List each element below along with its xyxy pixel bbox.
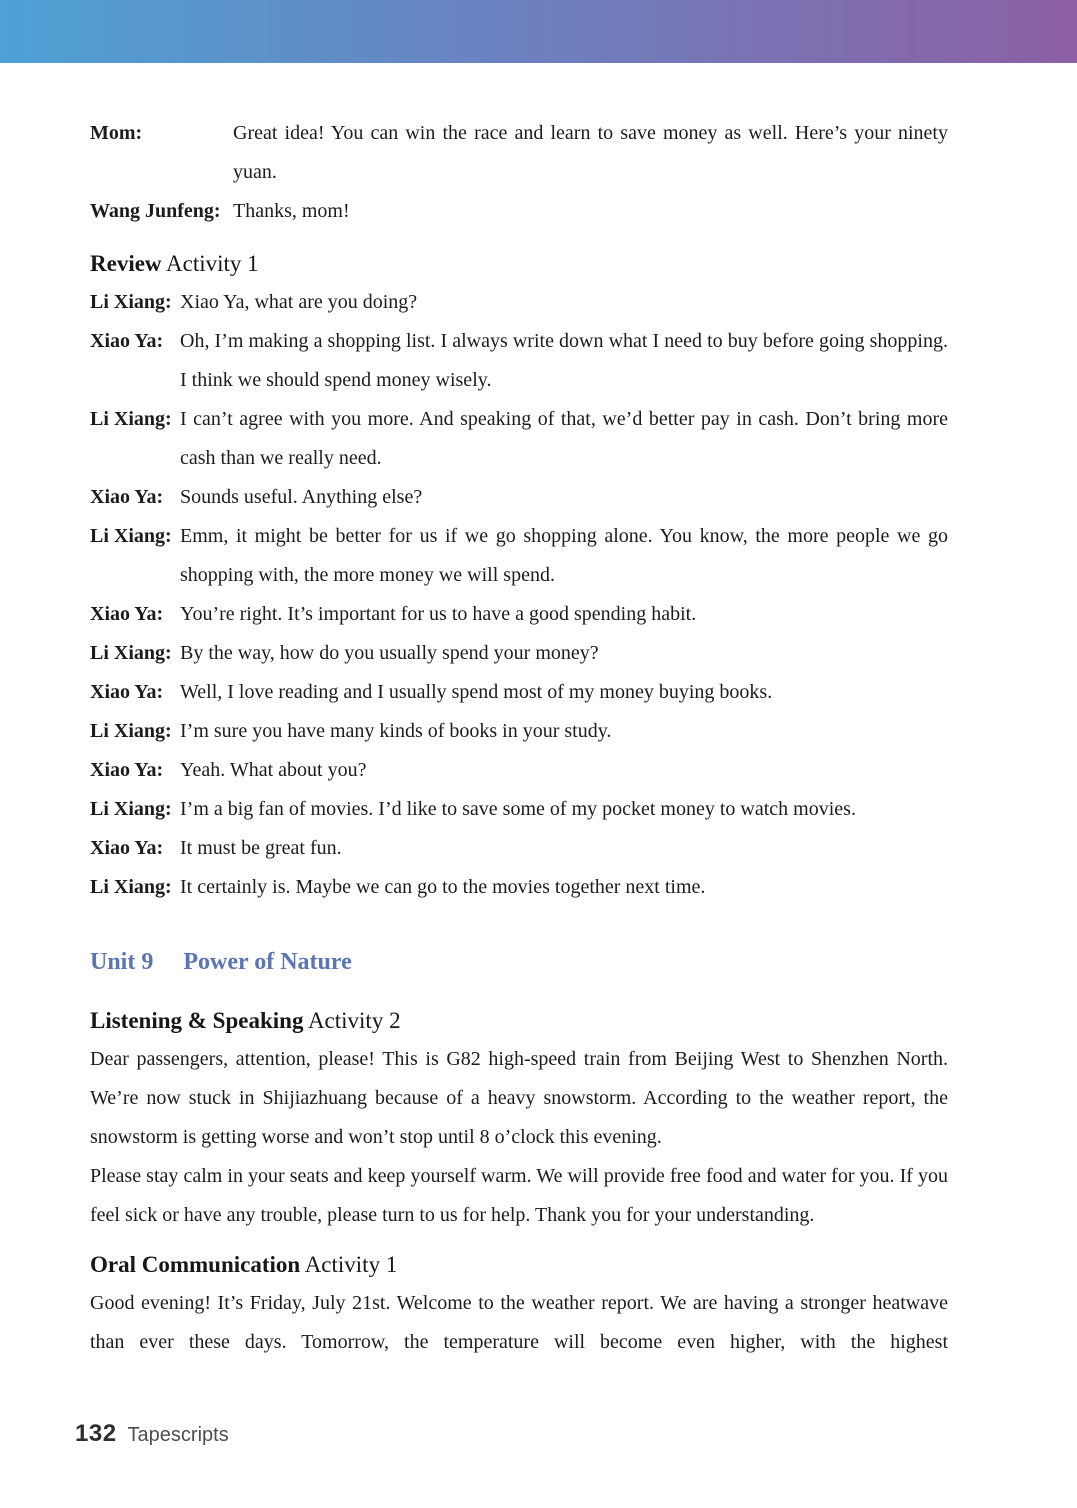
review-activity-heading [90, 244, 948, 283]
heading-regular-part: Activity 1 [304, 1252, 398, 1277]
dialog-entry [90, 868, 948, 907]
speaker-label: Xiao Ya: [90, 759, 164, 781]
speaker-label: Li Xiang: [90, 642, 172, 664]
page-footer [75, 1420, 229, 1448]
dialog-entry [90, 192, 948, 231]
speaker-label: Xiao Ya: [90, 681, 164, 703]
dialog-entry [90, 595, 948, 634]
listening-speaking-heading [90, 1001, 948, 1040]
heading-bold-part: Oral Communication [90, 1252, 301, 1277]
speaker-label: Li Xiang: [90, 525, 172, 547]
speaker-label: Mom: [90, 122, 143, 144]
speaker-label: Li Xiang: [90, 408, 172, 430]
dialog-entry [90, 829, 948, 868]
utterance-text: I’m a big fan of movies. I’d like to save some of my pocket money to watch movies. [180, 798, 856, 820]
utterance-text: It must be great fun. [180, 837, 342, 859]
dialog-entry [90, 634, 948, 673]
oral-communication-heading [90, 1245, 948, 1284]
unit-title: Power of Nature [183, 949, 352, 975]
speaker-label: Wang Junfeng: [90, 200, 221, 222]
utterance-text: Xiao Ya, what are you doing? [180, 291, 418, 313]
tapescript-paragraph: Please stay calm in your seats and keep yourself warm. We will provide free food and water for you. If you feel sick or have any trouble, please turn to us for help. Thank you for your understanding. [90, 1165, 948, 1226]
dialog-entry [90, 283, 948, 322]
speaker-label: Xiao Ya: [90, 837, 164, 859]
dialog-entry [90, 712, 948, 751]
speaker-label: Li Xiang: [90, 798, 172, 820]
utterance-text: Sounds useful. Anything else? [180, 486, 423, 508]
dialog-entry [90, 478, 948, 517]
utterance-text: I can’t agree with you more. And speaking of that, we’d better pay in cash. Don’t bring more cash than we really need. [180, 408, 948, 469]
utterance-text: Great idea! You can win the race and learn to save money as well. Here’s your ninety yuan. [233, 122, 948, 183]
heading-regular-part: Activity 1 [166, 251, 259, 276]
dialog-entry [90, 790, 948, 829]
page-header-gradient-bar [0, 0, 1077, 63]
speaker-label: Li Xiang: [90, 291, 172, 313]
heading-bold-part: Listening & Speaking [90, 1008, 304, 1033]
unit-heading [90, 943, 948, 982]
speaker-label: Xiao Ya: [90, 486, 164, 508]
speaker-label: Xiao Ya: [90, 603, 164, 625]
dialog-entry [90, 751, 948, 790]
utterance-text: You’re right. It’s important for us to have a good spending habit. [180, 603, 697, 625]
utterance-text: Well, I love reading and I usually spend most of my money buying books. [180, 681, 773, 703]
utterance-text: Yeah. What about you? [180, 759, 367, 781]
tapescript-paragraph: Dear passengers, attention, please! This is G82 high-speed train from Beijing West to Shenzhen North. We’re now stuck in Shijiazhuang because of a heavy snowstorm. According to the weather report, the snowstorm is getting worse and won’t stop until 8 o’clock this evening. [90, 1048, 948, 1148]
dialog-entry [90, 114, 948, 192]
utterance-text: It certainly is. Maybe we can go to the movies together next time. [180, 876, 706, 898]
listening-paragraphs [90, 1040, 948, 1235]
page-number: 132 [75, 1420, 117, 1447]
speaker-label: Li Xiang: [90, 720, 172, 742]
utterance-text: Emm, it might be better for us if we go shopping alone. You know, the more people we go shopping with, the more money we will spend. [180, 525, 948, 586]
heading-bold-part: Review [90, 251, 162, 276]
dialog-entry [90, 517, 948, 595]
intro-dialog [90, 114, 948, 231]
speaker-label: Li Xiang: [90, 876, 172, 898]
dialog-entry [90, 400, 948, 478]
utterance-text: Thanks, mom! [233, 200, 350, 222]
oral-paragraphs [90, 1284, 948, 1362]
unit-number: Unit 9 [90, 949, 154, 975]
page-content [0, 63, 1077, 1362]
heading-regular-part: Activity 2 [307, 1008, 401, 1033]
dialog-entry [90, 322, 948, 400]
review-dialog [90, 283, 948, 907]
dialog-entry [90, 673, 948, 712]
footer-section-label: Tapescripts [127, 1424, 229, 1446]
utterance-text: I’m sure you have many kinds of books in your study. [180, 720, 612, 742]
utterance-text: Oh, I’m making a shopping list. I always write down what I need to buy before going shopping. I think we should spend money wisely. [180, 330, 948, 391]
utterance-text: By the way, how do you usually spend your money? [180, 642, 599, 664]
speaker-label: Xiao Ya: [90, 330, 164, 352]
tapescript-paragraph: Good evening! It’s Friday, July 21st. Welcome to the weather report. We are having a stronger heatwave than ever these days. Tomorrow, the temperature will become even higher, with the highest [90, 1292, 948, 1353]
